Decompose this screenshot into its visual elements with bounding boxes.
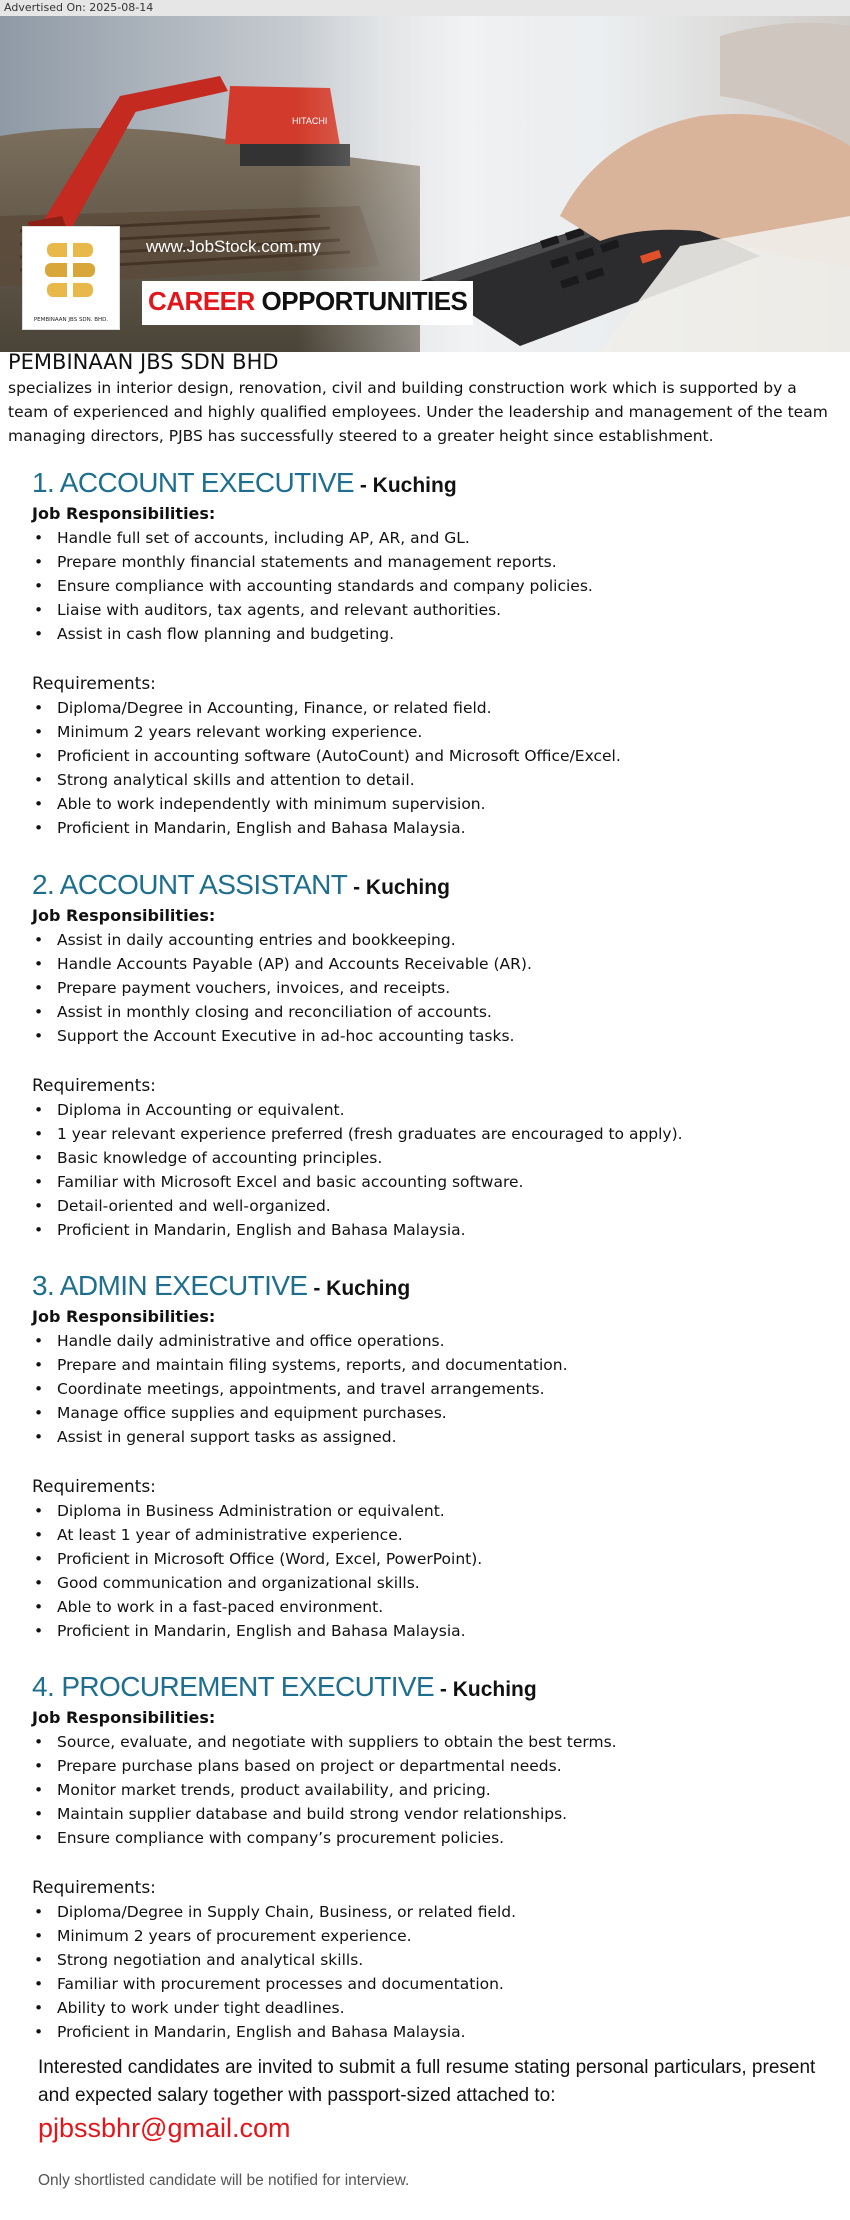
list-item: • Support the Account Executive in ad-hoc accounting tasks. xyxy=(32,1024,832,1048)
list-item: • At least 1 year of administrative experience. xyxy=(32,1523,832,1547)
list-item: • Proficient in Mandarin, English and Bahasa Malaysia. xyxy=(32,816,832,840)
list-item: • Assist in daily accounting entries and bookkeeping. xyxy=(32,928,832,952)
job-location: - Kuching xyxy=(354,474,457,497)
site-url: www.JobStock.com.my xyxy=(146,237,321,256)
responsibilities-heading: Job Responsibilities: xyxy=(32,906,216,925)
list-item: • Assist in general support tasks as assigned. xyxy=(32,1425,832,1449)
job-location: - Kuching xyxy=(434,1678,537,1701)
list-item: • Ensure compliance with company’s procurement policies. xyxy=(32,1826,832,1850)
responsibilities-list xyxy=(32,1730,832,1850)
list-item: • Manage office supplies and equipment purchases. xyxy=(32,1401,832,1425)
job-section xyxy=(32,1668,832,2044)
list-item: • Able to work independently with minimum supervision. xyxy=(32,792,832,816)
company-intro: specializes in interior design, renovation, civil and building construction work which is supported by a team of experienced and highly qualified employees. Under the leadership and management of the team managing directors, PJBS has successfully steered to a greater height since establishment. xyxy=(8,379,828,445)
list-item: • Good communication and organizational skills. xyxy=(32,1571,832,1595)
job-heading xyxy=(32,1668,832,1706)
list-item: • Diploma/Degree in Accounting, Finance, or related field. xyxy=(32,696,832,720)
job-section xyxy=(32,866,832,1242)
job-title: 2. ACCOUNT ASSISTANT xyxy=(32,869,348,900)
list-item: • Diploma in Business Administration or equivalent. xyxy=(32,1499,832,1523)
company-name: PEMBINAAN JBS SDN BHD xyxy=(8,350,279,374)
job-location: - Kuching xyxy=(307,1277,411,1300)
job-title: 1. ACCOUNT EXECUTIVE xyxy=(32,467,355,498)
opportunities-word: OPPORTUNITIES xyxy=(261,286,468,316)
list-item: • Prepare payment vouchers, invoices, and receipts. xyxy=(32,976,832,1000)
responsibilities-heading: Job Responsibilities: xyxy=(32,1708,216,1727)
requirements-heading: Requirements: xyxy=(32,1477,156,1497)
responsibilities-heading: Job Responsibilities: xyxy=(32,1307,216,1326)
job-title: 3. ADMIN EXECUTIVE xyxy=(32,1270,308,1301)
job-location: - Kuching xyxy=(347,876,450,899)
job-title: 4. PROCUREMENT EXECUTIVE xyxy=(32,1671,435,1702)
list-item: • Liaise with auditors, tax agents, and relevant authorities. xyxy=(32,598,832,622)
list-item: • Proficient in accounting software (AutoCount) and Microsoft Office/Excel. xyxy=(32,744,832,768)
list-item: • Assist in cash flow planning and budgeting. xyxy=(32,622,832,646)
requirements-list xyxy=(32,1098,832,1242)
list-item: • Handle Accounts Payable (AP) and Accounts Receivable (AR). xyxy=(32,952,832,976)
list-item: • Minimum 2 years relevant working experience. xyxy=(32,720,832,744)
list-item: • Prepare and maintain filing systems, reports, and documentation. xyxy=(32,1353,832,1377)
list-item: • Assist in monthly closing and reconciliation of accounts. xyxy=(32,1000,832,1024)
list-item: • Diploma/Degree in Supply Chain, Business, or related field. xyxy=(32,1900,832,1924)
responsibilities-list xyxy=(32,526,832,646)
list-item: • Diploma in Accounting or equivalent. xyxy=(32,1098,832,1122)
company-logo xyxy=(22,226,120,330)
career-opportunities-heading xyxy=(142,281,473,325)
list-item: • Ensure compliance with accounting standards and company policies. xyxy=(32,574,832,598)
responsibilities-list xyxy=(32,1329,832,1449)
list-item: • Source, evaluate, and negotiate with suppliers to obtain the best terms. xyxy=(32,1730,832,1754)
list-item: • Strong analytical skills and attention to detail. xyxy=(32,768,832,792)
company-logo-mark xyxy=(23,227,119,311)
shortlist-note: Only shortlisted candidate will be notified for interview. xyxy=(38,2172,410,2189)
advertised-date: Advertised On: 2025-08-14 xyxy=(0,0,850,16)
job-section xyxy=(32,464,832,840)
requirements-heading: Requirements: xyxy=(32,1076,156,1096)
list-item: • Familiar with Microsoft Excel and basic accounting software. xyxy=(32,1170,832,1194)
list-item: • Maintain supplier database and build strong vendor relationships. xyxy=(32,1802,832,1826)
list-item: • Detail-oriented and well-organized. xyxy=(32,1194,832,1218)
job-heading xyxy=(32,464,832,502)
list-item: • Strong negotiation and analytical skills. xyxy=(32,1948,832,1972)
list-item: • Able to work in a fast-paced environment. xyxy=(32,1595,832,1619)
requirements-heading: Requirements: xyxy=(32,674,156,694)
job-section xyxy=(32,1267,832,1643)
list-item: • Proficient in Mandarin, English and Bahasa Malaysia. xyxy=(32,1619,832,1643)
list-item: • Monitor market trends, product availability, and pricing. xyxy=(32,1778,832,1802)
list-item: • Prepare monthly financial statements and management reports. xyxy=(32,550,832,574)
list-item: • Prepare purchase plans based on project or departmental needs. xyxy=(32,1754,832,1778)
list-item: • Handle full set of accounts, including AP, AR, and GL. xyxy=(32,526,832,550)
responsibilities-list xyxy=(32,928,832,1048)
list-item: • Basic knowledge of accounting principles. xyxy=(32,1146,832,1170)
logo-caption: PEMBINAAN JBS SDN. BHD. xyxy=(33,317,109,323)
list-item: • Familiar with procurement processes and documentation. xyxy=(32,1972,832,1996)
requirements-list xyxy=(32,1499,832,1643)
list-item: • Minimum 2 years of procurement experience. xyxy=(32,1924,832,1948)
career-word: CAREER xyxy=(148,286,255,316)
requirements-list xyxy=(32,1900,832,2044)
requirements-list xyxy=(32,696,832,840)
list-item: • Proficient in Mandarin, English and Bahasa Malaysia. xyxy=(32,2020,832,2044)
list-item: • Proficient in Mandarin, English and Bahasa Malaysia. xyxy=(32,1218,832,1242)
list-item: • Handle daily administrative and office operations. xyxy=(32,1329,832,1353)
requirements-heading: Requirements: xyxy=(32,1878,156,1898)
contact-email[interactable]: pjbssbhr@gmail.com xyxy=(38,2113,291,2143)
job-heading xyxy=(32,1267,832,1305)
job-heading xyxy=(32,866,832,904)
responsibilities-heading: Job Responsibilities: xyxy=(32,504,216,523)
application-instructions: Interested candidates are invited to submit a full resume stating personal particulars, present and expected salary together with passport-sized attached to: xyxy=(38,2057,816,2106)
list-item: • 1 year relevant experience preferred (fresh graduates are encouraged to apply). xyxy=(32,1122,832,1146)
list-item: • Ability to work under tight deadlines. xyxy=(32,1996,832,2020)
list-item: • Proficient in Microsoft Office (Word, Excel, PowerPoint). xyxy=(32,1547,832,1571)
list-item: • Coordinate meetings, appointments, and travel arrangements. xyxy=(32,1377,832,1401)
